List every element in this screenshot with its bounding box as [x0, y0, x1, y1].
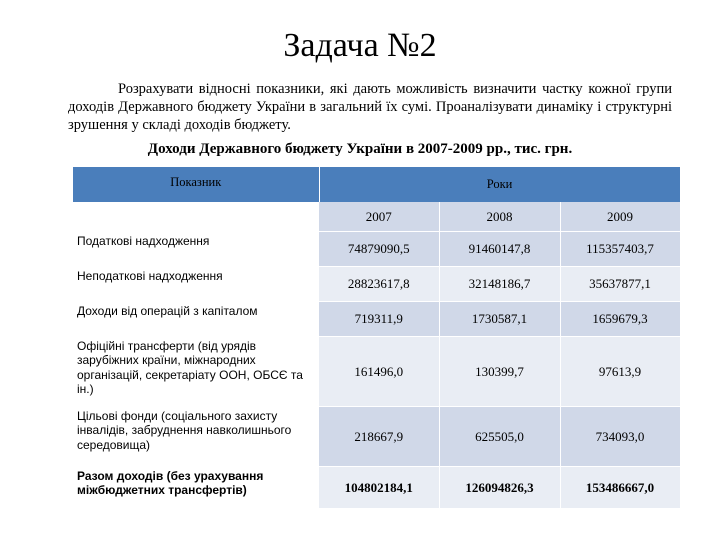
cell-value: 161496,0	[319, 337, 439, 407]
cell-value: 104802184,1	[319, 467, 439, 509]
year-row	[73, 202, 680, 232]
header-indicator: Показник	[73, 167, 319, 202]
budget-table	[73, 167, 681, 509]
cell-value: 74879090,5	[319, 232, 439, 267]
table-row	[73, 302, 680, 337]
slide-title: Задача №2	[283, 27, 437, 64]
table-row	[73, 337, 680, 407]
task-text: Розрахувати відносні показники, які дають можливість визначити частку кожної групи доходів Державного бюджету України в загальний їх сумі. Проаналізувати динаміку і структурні зрушення у складі доходів бюджету.	[68, 81, 672, 133]
cell-value: 1659679,3	[560, 302, 680, 337]
row-label: Разом доходів (без урахування міжбюджетних трансфертів)	[73, 467, 319, 509]
table-row	[73, 232, 680, 267]
cell-value: 97613,9	[560, 337, 680, 407]
row-label: Податкові надходження	[73, 232, 319, 267]
cell-value: 734093,0	[560, 407, 680, 467]
cell-value: 35637877,1	[560, 267, 680, 302]
cell-value: 218667,9	[319, 407, 439, 467]
table-caption: Доходи Державного бюджету України в 2007-2009 рр., тис. грн.	[147, 141, 573, 157]
header-years: Роки	[319, 167, 680, 202]
year-2009: 2009	[560, 202, 680, 232]
cell-value: 1730587,1	[439, 302, 560, 337]
row-label: Неподаткові надходження	[73, 267, 319, 302]
cell-value: 32148186,7	[439, 267, 560, 302]
cell-value: 625505,0	[439, 407, 560, 467]
row-label: Доходи від операцій з капіталом	[73, 302, 319, 337]
row-label: Офіційні трансферти (від урядів зарубіжних країни, міжнародних організацій, секретаріату ООН, ОБСЄ та ін.)	[73, 337, 319, 407]
cell-value: 719311,9	[319, 302, 439, 337]
row-label: Цільові фонди (соціального захисту інвалідів, забруднення навколишнього середовища)	[73, 407, 319, 467]
cell-value: 115357403,7	[560, 232, 680, 267]
table-row-total	[73, 467, 680, 509]
cell-value: 91460147,8	[439, 232, 560, 267]
table-row	[73, 407, 680, 467]
cell-value: 130399,7	[439, 337, 560, 407]
year-2007: 2007	[319, 202, 439, 232]
table-row	[73, 267, 680, 302]
year-2008: 2008	[439, 202, 560, 232]
cell-value: 28823617,8	[319, 267, 439, 302]
table-header-row	[73, 167, 680, 202]
cell-value: 153486667,0	[560, 467, 680, 509]
cell-value: 126094826,3	[439, 467, 560, 509]
year-row-blank	[73, 202, 319, 232]
